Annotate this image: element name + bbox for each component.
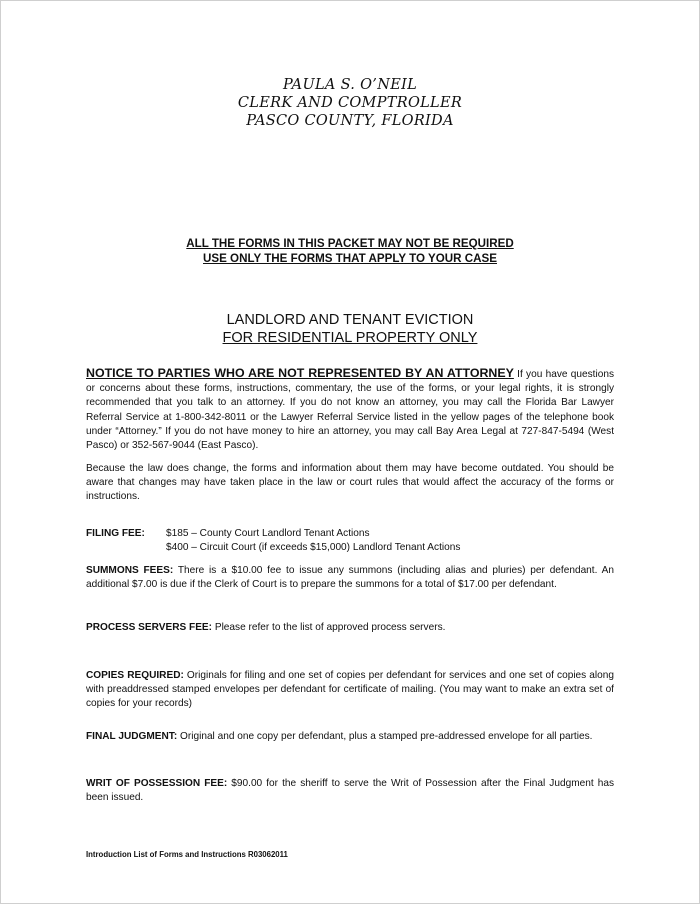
footer-note: Introduction List of Forms and Instructions R03062011 xyxy=(86,850,288,859)
notice-heading: NOTICE TO PARTIES WHO ARE NOT REPRESENTED BY AN ATTORNEY xyxy=(86,366,514,380)
notice-body: If you have questions or concerns about these forms, instructions, commentary, the use of the forms, or your legal rights, it is strongly recommended that you talk to an attorney. If you do not know an attorney, you may call the Florida Bar Lawyer Referral Service at 1-800-342-8011 or the Lawyer Referral Service listed in the yellow pages of the telephone book under “Attorney.” If you do not have money to hire an attorney, you may call Bay Area Legal at 727-847-5494 (West Pasco) or 352-567-9044 (East Pasco). xyxy=(86,369,614,452)
copies-required-text: Originals for filing and one set of copies per defendant for services and one set of copies along with preaddressed stamped envelopes per defendant for certificate of mailing. (You may want to make an extra set of copies for your records) xyxy=(86,670,614,710)
clerk-header xyxy=(0,76,700,130)
notice-paragraph xyxy=(86,366,614,453)
summons-fees-label: SUMMONS FEES: xyxy=(86,565,174,576)
process-servers-paragraph xyxy=(86,621,614,635)
copies-required-label: COPIES REQUIRED: xyxy=(86,670,184,681)
law-change-paragraph: Because the law does change, the forms and information about them may have become outdated. You should be aware that changes may have taken place in the law or court rules that would affect the accuracy of the forms or instructions. xyxy=(86,463,614,503)
filing-fee-circuit: $400 – Circuit Court (if exceeds $15,000) Landlord Tenant Actions xyxy=(166,542,461,554)
filing-fee-section xyxy=(86,527,614,555)
summons-fees-text: There is a $10.00 fee to issue any summons (including alias and pluries) per defendant. An additional $7.00 is due if the Clerk of Court is to prepare the summons for a total of $17.00 per defendant. xyxy=(86,565,614,591)
final-judgment-paragraph xyxy=(86,730,614,744)
final-judgment-label: FINAL JUDGMENT: xyxy=(86,731,178,742)
writ-fee-text: $90.00 for the sheriff to serve the Writ of Possession after the Final Judgment has been issued. xyxy=(86,778,614,804)
warning-line-1: ALL THE FORMS IN THIS PACKET MAY NOT BE REQUIRED xyxy=(186,237,514,250)
writ-fee-paragraph xyxy=(86,777,614,805)
clerk-title: CLERK AND COMPTROLLER xyxy=(237,95,463,111)
process-servers-text: Please refer to the list of approved process servers. xyxy=(212,622,446,633)
document-title xyxy=(0,311,700,347)
final-judgment-text: Original and one copy per defendant, plus a stamped pre-addressed envelope for all parties. xyxy=(177,731,593,742)
process-servers-label: PROCESS SERVERS FEE: xyxy=(86,622,213,633)
clerk-name: PAULA S. O’NEIL xyxy=(282,77,418,93)
summons-fees-paragraph xyxy=(86,564,614,592)
title-line-2: FOR RESIDENTIAL PROPERTY ONLY xyxy=(222,330,478,346)
filing-fee-label: FILING FEE: xyxy=(86,528,145,539)
title-line-1: LANDLORD AND TENANT EVICTION xyxy=(226,312,474,328)
forms-warning xyxy=(0,236,700,266)
writ-fee-label: WRIT OF POSSESSION FEE: xyxy=(86,778,228,789)
warning-line-2: USE ONLY THE FORMS THAT APPLY TO YOUR CASE xyxy=(203,252,497,265)
county-name: PASCO COUNTY, FLORIDA xyxy=(246,113,454,129)
filing-fee-county: $185 – County Court Landlord Tenant Actions xyxy=(166,528,370,539)
copies-required-paragraph xyxy=(86,669,614,712)
